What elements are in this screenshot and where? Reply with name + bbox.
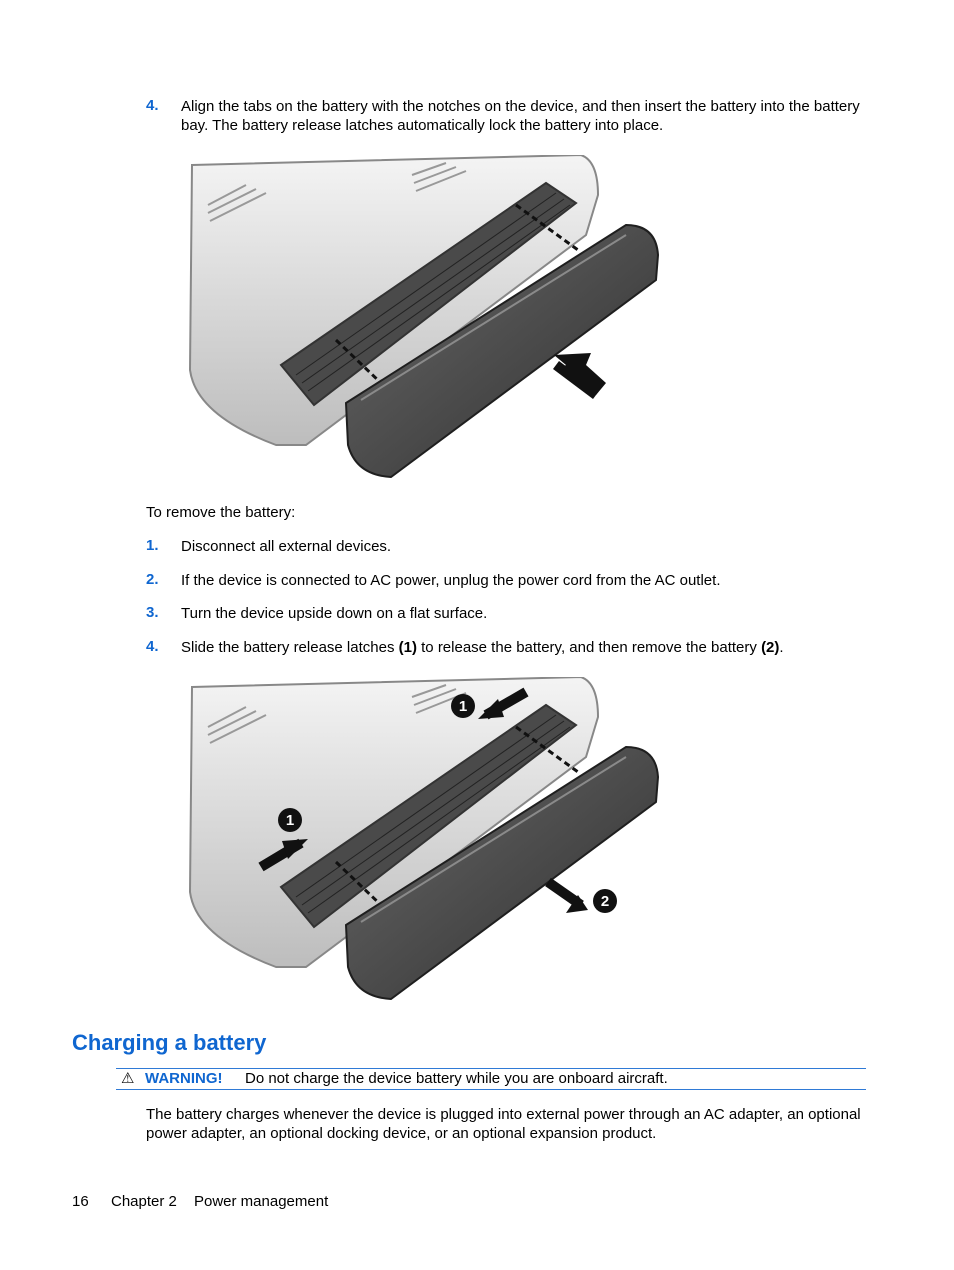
step-text-part: Slide the battery release latches (181, 639, 399, 656)
warning-text: Do not charge the device battery while you are onboard aircraft. (245, 1070, 668, 1087)
page-number: 16 (72, 1193, 89, 1210)
warning-label: WARNING! (145, 1070, 223, 1087)
step-number: 2. (146, 571, 159, 588)
warning-box (116, 1068, 866, 1090)
step-text (181, 638, 784, 657)
footer-chapter: Chapter 2 (111, 1193, 177, 1210)
battery-callout: 2 (600, 893, 610, 910)
battery-callout-ref: (2) (761, 639, 780, 656)
body-paragraph: The battery charges whenever the device is plugged into external power through an AC adapter, an optional power adapter, an optional docking device, or an optional expansion product. (146, 1106, 861, 1142)
step-text: Turn the device upside down on a flat surface. (181, 605, 488, 622)
latch-callout: 1 (285, 812, 295, 829)
step-number: 4. (146, 97, 159, 114)
step-text: If the device is connected to AC power, unplug the power cord from the AC outlet. (181, 572, 721, 589)
battery-remove-illustration (186, 677, 662, 1005)
step-text-part: . (779, 639, 784, 656)
step-number: 3. (146, 604, 159, 621)
step-number: 4. (146, 638, 159, 655)
step-text: Align the tabs on the battery with the notches on the device, and then insert the battery into the battery bay. The battery release latches automatically lock the battery into place. (181, 98, 860, 134)
latch-callout: 1 (458, 698, 468, 715)
step-text: Disconnect all external devices. (181, 538, 392, 555)
step-text-part: to release the battery, and then remove the battery (416, 639, 762, 656)
remove-intro: To remove the battery: (146, 504, 296, 521)
warning-icon: ⚠ (121, 1070, 135, 1087)
footer-chapter-title: Power management (194, 1193, 329, 1210)
latch-callout-ref: (1) (398, 639, 417, 656)
section-heading: Charging a battery (72, 1030, 267, 1055)
battery-insert-illustration (186, 155, 662, 483)
step-number: 1. (146, 537, 159, 554)
